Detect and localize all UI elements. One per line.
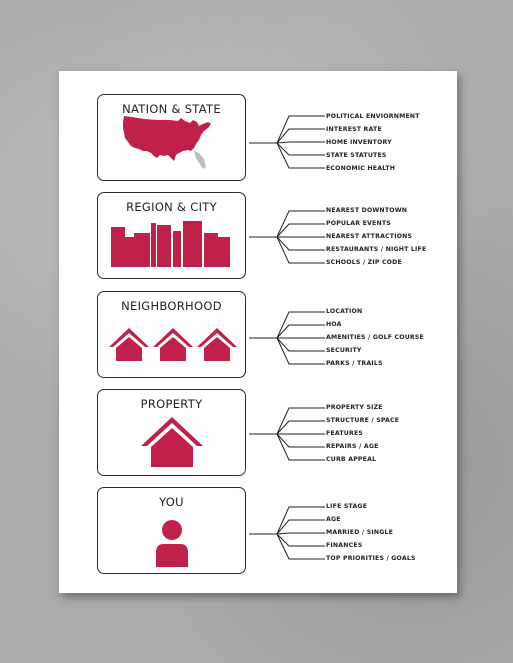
list-item: STATE STATUTES: [326, 152, 387, 159]
list-item: POLITICAL ENVIORNMENT: [326, 113, 420, 120]
list-item: FEATURES: [326, 430, 364, 437]
list-item: LIFE STAGE: [326, 503, 368, 510]
list-item: AMENITIES / GOLF COURSE: [326, 334, 424, 341]
house-icon: [98, 390, 247, 477]
list-item: LOCATION: [326, 308, 363, 315]
list-item: HOME INVENTORY: [326, 139, 392, 146]
list-item: REPAIRS / AGE: [326, 443, 379, 450]
city-skyline-icon: [98, 193, 247, 280]
list-item: RESTAURANTS / NIGHT LIFE: [326, 246, 427, 253]
list-item: STRUCTURE / SPACE: [326, 417, 400, 424]
section-box-neighborhood: [97, 291, 246, 378]
branch-connector-3: [249, 307, 329, 367]
branch-connector-2: [249, 207, 329, 267]
poster: [59, 71, 457, 593]
section-box-region-city: [97, 192, 246, 279]
usa-map-icon: [98, 95, 247, 182]
list-item: NEAREST DOWNTOWN: [326, 207, 408, 214]
section-box-property: [97, 389, 246, 476]
branch-connector-5: [249, 502, 329, 562]
list-item: PARKS / TRAILS: [326, 360, 383, 367]
list-item: INTEREST RATE: [326, 126, 382, 133]
list-item: MARRIED / SINGLE: [326, 529, 394, 536]
list-item: POPULAR EVENTS: [326, 220, 391, 227]
person-icon: [98, 488, 247, 575]
list-item: FINANCES: [326, 542, 363, 549]
section-box-you: [97, 487, 246, 574]
section-title: NATION & STATE: [122, 102, 221, 116]
branch-connector-1: [249, 111, 329, 171]
list-item: NEAREST ATTRACTIONS: [326, 233, 413, 240]
list-item: PROPERTY SIZE: [326, 404, 383, 411]
list-item: CURB APPEAL: [326, 456, 377, 463]
branch-connector-4: [249, 403, 329, 463]
section-title: PROPERTY: [140, 397, 203, 411]
houses-icon: [98, 292, 247, 379]
list-item: AGE: [326, 516, 341, 523]
list-item: ECONOMIC HEALTH: [326, 165, 396, 172]
section-box-nation-state: [97, 94, 246, 181]
list-item: SECURITY: [326, 347, 362, 354]
section-title: REGION & CITY: [126, 200, 217, 214]
list-item: SCHOOLS / ZIP CODE: [326, 259, 402, 266]
list-item: HOA: [326, 321, 342, 328]
section-title: YOU: [159, 495, 184, 509]
section-title: NEIGHBORHOOD: [121, 299, 222, 313]
list-item: TOP PRIORITIES / GOALS: [326, 555, 416, 562]
